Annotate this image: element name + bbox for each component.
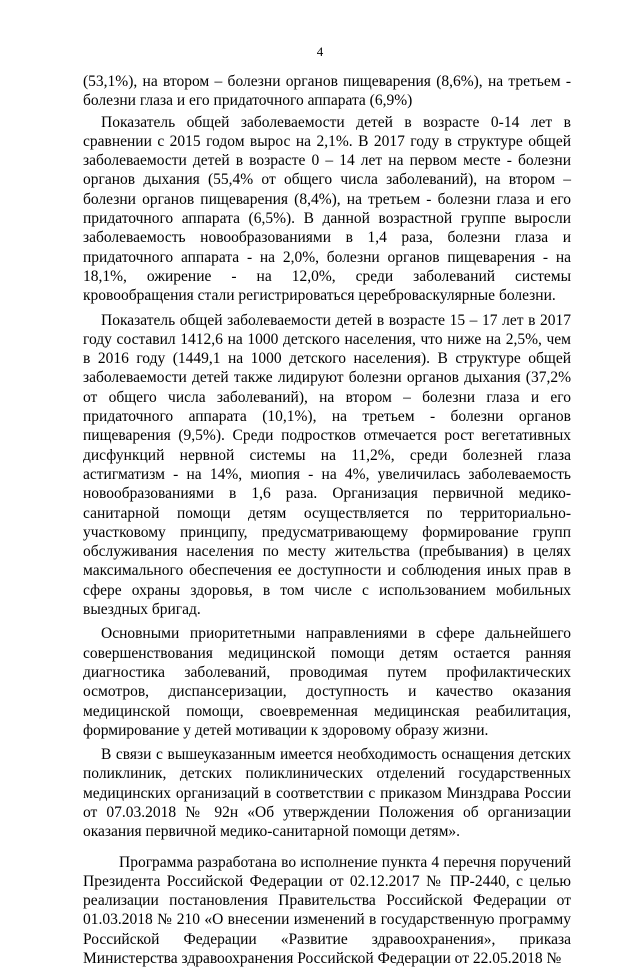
paragraph-priorities: Основными приоритетными направлениями в сфере дальнейшего совершенствования медицинской помощи детям остается ранняя диагностика заболеваний, проводимая путем профилактических осмотров, диспансеризации, доступность и качество оказания медицинской помощи, своевременная медицинская реабилитация, формирование у детей мотивации к здоровому образу жизни. bbox=[83, 625, 571, 739]
paragraph-continuation: (53,1%), на втором – болезни органов пищеварения (8,6%), на третьем - болезни глаза и его придаточного аппарата (6,9%) bbox=[83, 73, 571, 110]
paragraph-children-0-14: Показатель общей заболеваемости детей в возрасте 0-14 лет в сравнении с 2015 годом вырос на 2,1%. В 2017 году в структуре общей заболеваемости детей в возрасте 0 – 14 лет на первом месте - болезни органов дыхания (55,4% от общего числа заболеваний), на втором – болезни органов пищеварения (8,4%), на третьем - болезни глаза и его придаточного аппарата (6,5%). В данной возрастной группе выросли заболеваемость новообразованиями в 1,4 раза, болезни глаза и придаточного аппарата - на 2,0%, болезни органов пищеварения - на 18,1%, ожирение - на 12,0%, среди заболеваний системы кровообращения стали регистрироваться цереброваскулярные болезни. bbox=[83, 113, 571, 305]
paragraph-children-15-17: Показатель общей заболеваемости детей в возрасте 15 – 17 лет в 2017 году составил 1412,6 на 1000 детского населения, что ниже на 2,5%, чем в 2016 году (1449,1 на 1000 детского населения). В структуре общей заболеваемости детей также лидируют болезни органов дыхания (37,2% от общего числа заболеваний), на втором – болезни глаза и его придаточного аппарата (10,1%), на третьем - болезни органов пищеварения (9,5%). Среди подростков отмечается рост вегетативных дисфункций нервной системы на 11,2%, среди болезней глаза астигматизм - на 14%, миопия - на 4%, увеличилась заболеваемость новообразованиями в 1,6 раза. Организация первичной медико-санитарной помощи детям осуществляется по территориально-участковому принципу, предусматривающему формирование групп обслуживания населения по месту жительства (пребывания) в целях максимального обеспечения ее доступности и соблюдения иных прав в сфере охраны здоровья, в том числе с использованием мобильных выездных бригад. bbox=[83, 311, 571, 619]
document-body bbox=[83, 72, 571, 968]
paragraph-program-basis: Программа разработана во исполнение пункта 4 перечня поручений Президента Российской Федерации от 02.12.2017 № ПР-2440, с целью реализации постановления Правительства Российской Федерации от 01.03.2018 № 210 «О внесении изменений в государственную программу Российской Федерации «Развитие здравоохранения», приказа Министерства здравоохранения Российской Федерации от 22.05.2018 № bbox=[83, 853, 571, 968]
paragraph-equipment-need: В связи с вышеуказанным имеется необходимость оснащения детских поликлиник, детских поликлинических отделений государственных медицинских организаций в соответствии с приказом Минздрава России от 07.03.2018 № 92н «Об утверждении Положения об организации оказания первичной медико-санитарной помощи детям». bbox=[83, 746, 571, 841]
page-number: 4 bbox=[316, 44, 324, 59]
